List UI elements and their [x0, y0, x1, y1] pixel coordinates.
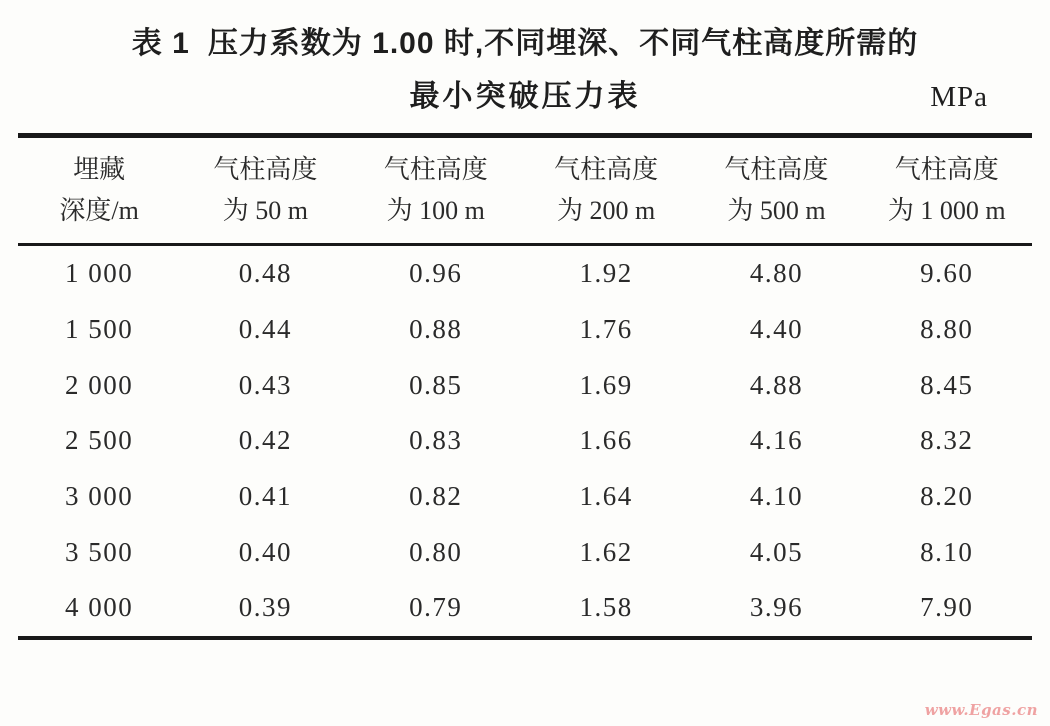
column-header-1000m — [862, 150, 1032, 231]
table-cell: 1.76 — [579, 314, 633, 345]
table-cell: 0.83 — [409, 425, 463, 456]
table-row — [18, 302, 1032, 358]
table-cell: 4.80 — [749, 258, 804, 289]
table-cell: 0.40 — [238, 536, 293, 567]
depth-cell: 1 500 — [64, 314, 134, 345]
table-cell: 1.62 — [579, 536, 633, 567]
column-header-500m — [691, 150, 861, 231]
header-line1: 气柱高度 — [724, 155, 829, 185]
table-row — [18, 246, 1032, 302]
depth-cell: 2 000 — [64, 369, 134, 400]
header-line2: 深度/m — [59, 195, 139, 225]
table-cell: 0.41 — [238, 481, 293, 512]
header-line2: 为 1 000 m — [887, 195, 1006, 225]
table-caption-line1 — [0, 25, 1050, 63]
column-header-depth — [18, 150, 180, 231]
table-cell: 3.96 — [749, 592, 804, 623]
header-line1: 埋藏 — [73, 155, 126, 185]
table-cell: 0.88 — [409, 314, 463, 345]
table-cell: 0.43 — [238, 369, 293, 400]
table-cell: 1.64 — [579, 481, 633, 512]
table-caption-text: 压力系数为 1.00 时,不同埋深、不同气柱高度所需的 — [207, 27, 919, 60]
table-header-row — [18, 138, 1032, 243]
header-line2: 为 500 m — [727, 195, 826, 225]
watermark-url: www.Egas.cn — [924, 701, 1038, 719]
column-header-200m — [521, 150, 691, 231]
header-line1: 气柱高度 — [383, 155, 488, 185]
table-body — [18, 246, 1032, 636]
header-line2: 为 50 m — [222, 195, 309, 225]
table-cell: 4.88 — [749, 369, 804, 400]
table-cell: 0.42 — [238, 425, 293, 456]
table-cell: 8.20 — [920, 481, 974, 512]
column-header-50m — [180, 150, 350, 231]
table-row — [18, 580, 1032, 636]
table-cell: 8.32 — [920, 425, 974, 456]
depth-cell: 4 000 — [64, 592, 134, 623]
table-caption — [0, 0, 1050, 116]
table-cell: 0.85 — [409, 369, 463, 400]
table-cell: 7.90 — [920, 592, 974, 623]
table-cell: 0.48 — [238, 258, 293, 289]
table-cell: 1.92 — [579, 258, 633, 289]
unit-label: MPa — [930, 81, 988, 113]
table-cell: 4.16 — [749, 425, 804, 456]
table-cell: 8.80 — [920, 314, 974, 345]
header-line1: 气柱高度 — [554, 155, 659, 185]
table-cell: 0.39 — [238, 592, 293, 623]
depth-cell: 2 500 — [64, 425, 134, 456]
header-line2: 为 100 m — [386, 195, 485, 225]
table-row — [18, 469, 1032, 525]
table-cell: 4.05 — [749, 536, 804, 567]
header-line1: 气柱高度 — [213, 155, 318, 185]
table-cell: 0.82 — [409, 481, 463, 512]
table-caption-text2: 最小突破压力表 — [409, 80, 641, 113]
table-cell: 0.96 — [409, 258, 463, 289]
table-number: 表 1 — [131, 27, 190, 60]
depth-cell: 1 000 — [64, 258, 134, 289]
table-caption-line2 — [0, 78, 1050, 116]
table-cell: 0.44 — [238, 314, 293, 345]
table-cell: 1.69 — [579, 369, 633, 400]
column-header-100m — [351, 150, 521, 231]
table-row — [18, 413, 1032, 469]
data-table — [18, 133, 1032, 640]
table-bottom-rule — [18, 636, 1032, 640]
table-cell: 8.10 — [920, 536, 974, 567]
table-cell: 4.40 — [749, 314, 804, 345]
table-row — [18, 357, 1032, 413]
table-cell: 8.45 — [920, 369, 974, 400]
table-cell: 4.10 — [749, 481, 804, 512]
depth-cell: 3 000 — [64, 481, 134, 512]
table-cell: 1.58 — [579, 592, 633, 623]
table-cell: 0.80 — [409, 536, 463, 567]
depth-cell: 3 500 — [64, 536, 134, 567]
header-line2: 为 200 m — [556, 195, 656, 225]
table-row — [18, 524, 1032, 580]
table-cell: 9.60 — [920, 258, 974, 289]
table-cell: 0.79 — [409, 592, 463, 623]
header-line1: 气柱高度 — [894, 155, 999, 185]
table-cell: 1.66 — [579, 425, 633, 456]
